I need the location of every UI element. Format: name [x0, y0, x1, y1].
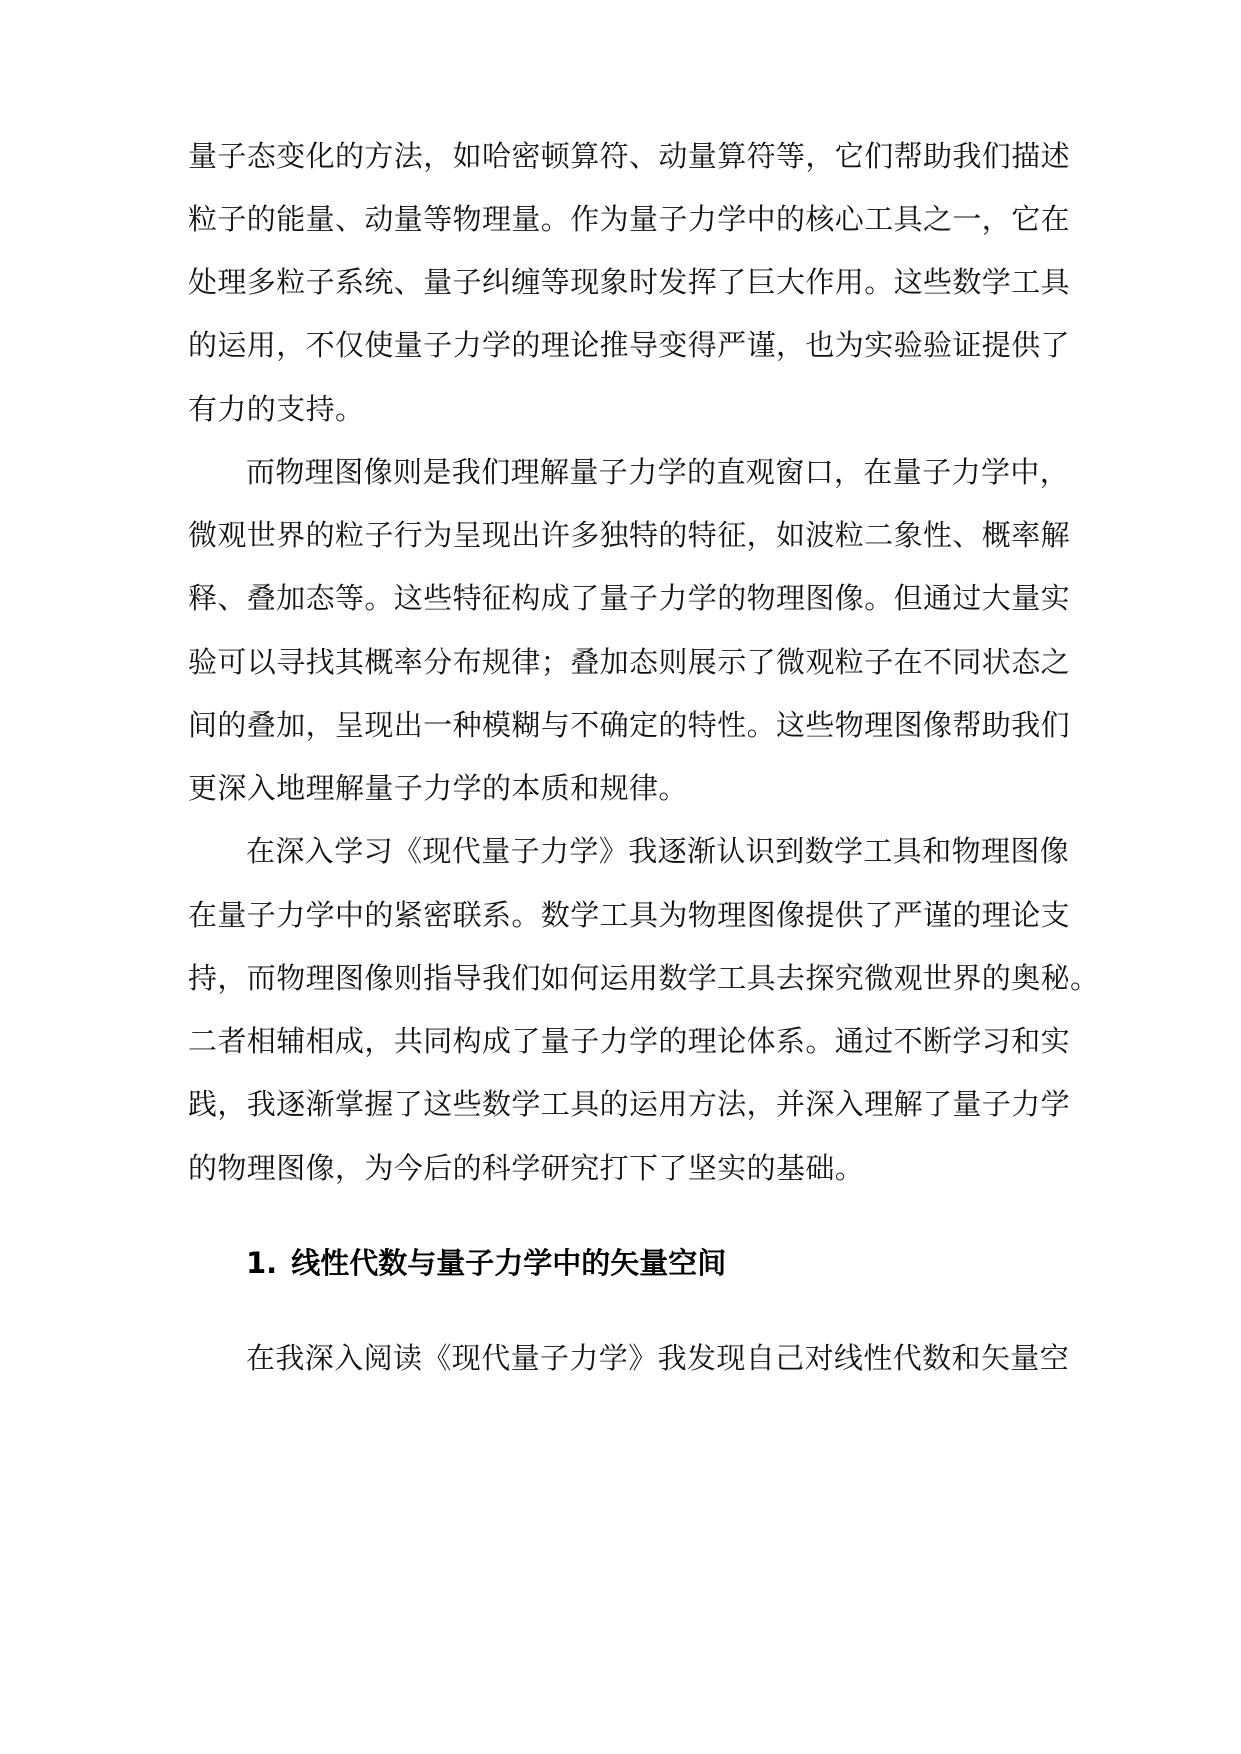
- paragraph-2-line-3: 释、叠加态等。这些特征构成了量子力学的物理图像。但通过大量实: [188, 581, 1071, 615]
- paragraph-1-line-1: 量子态变化的方法，如哈密顿算符、动量算符等，它们帮助我们描述: [188, 139, 1071, 173]
- paragraph-1-line-4: 的运用，不仅使量子力学的理论推导变得严谨，也为实验验证提供了: [188, 328, 1071, 362]
- paragraph-1-line-2: 粒子的能量、动量等物理量。作为量子力学中的核心工具之一，它在: [188, 202, 1071, 236]
- paragraph-2-line-5: 间的叠加，呈现出一种模糊与不确定的特性。这些物理图像帮助我们: [188, 708, 1071, 742]
- paragraph-1-line-5: 有力的支持。: [188, 392, 365, 426]
- paragraph-4-line-1: 在我深入阅读《现代量子力学》我发现自己对线性代数和矢量空: [246, 1341, 1070, 1375]
- paragraph-2-line-2: 微观世界的粒子行为呈现出许多独特的特征，如波粒二象性、概率解: [188, 518, 1071, 552]
- paragraph-3-line-6: 的物理图像，为今后的科学研究打下了坚实的基础。: [188, 1151, 865, 1185]
- paragraph-2-line-6: 更深入地理解量子力学的本质和规律。: [188, 771, 688, 805]
- paragraph-3-line-5: 践，我逐渐掌握了这些数学工具的运用方法，并深入理解了量子力学: [188, 1087, 1071, 1121]
- paragraph-2-line-1: 而物理图像则是我们理解量子力学的直观窗口，在量子力学中，: [246, 455, 1070, 489]
- paragraph-2-line-4: 验可以寻找其概率分布规律；叠加态则展示了微观粒子在不同状态之: [188, 645, 1071, 679]
- paragraph-3-line-4: 二者相辅相成，共同构成了量子力学的理论体系。通过不断学习和实: [188, 1024, 1071, 1058]
- paragraph-1-line-3: 处理多粒子系统、量子纠缠等现象时发挥了巨大作用。这些数学工具: [188, 265, 1071, 299]
- section-title: 线性代数与量子力学中的矢量空间: [291, 1246, 727, 1280]
- paragraph-3-line-1: 在深入学习《现代量子力学》我逐渐认识到数学工具和物理图像: [246, 834, 1070, 868]
- section-heading: [246, 1243, 726, 1283]
- paragraph-3-line-2: 在量子力学中的紧密联系。数学工具为物理图像提供了严谨的理论支: [188, 898, 1071, 932]
- section-number: 1.: [246, 1246, 278, 1280]
- paragraph-3-line-3: 持，而物理图像则指导我们如何运用数学工具去探究微观世界的奥秘。: [188, 961, 1100, 995]
